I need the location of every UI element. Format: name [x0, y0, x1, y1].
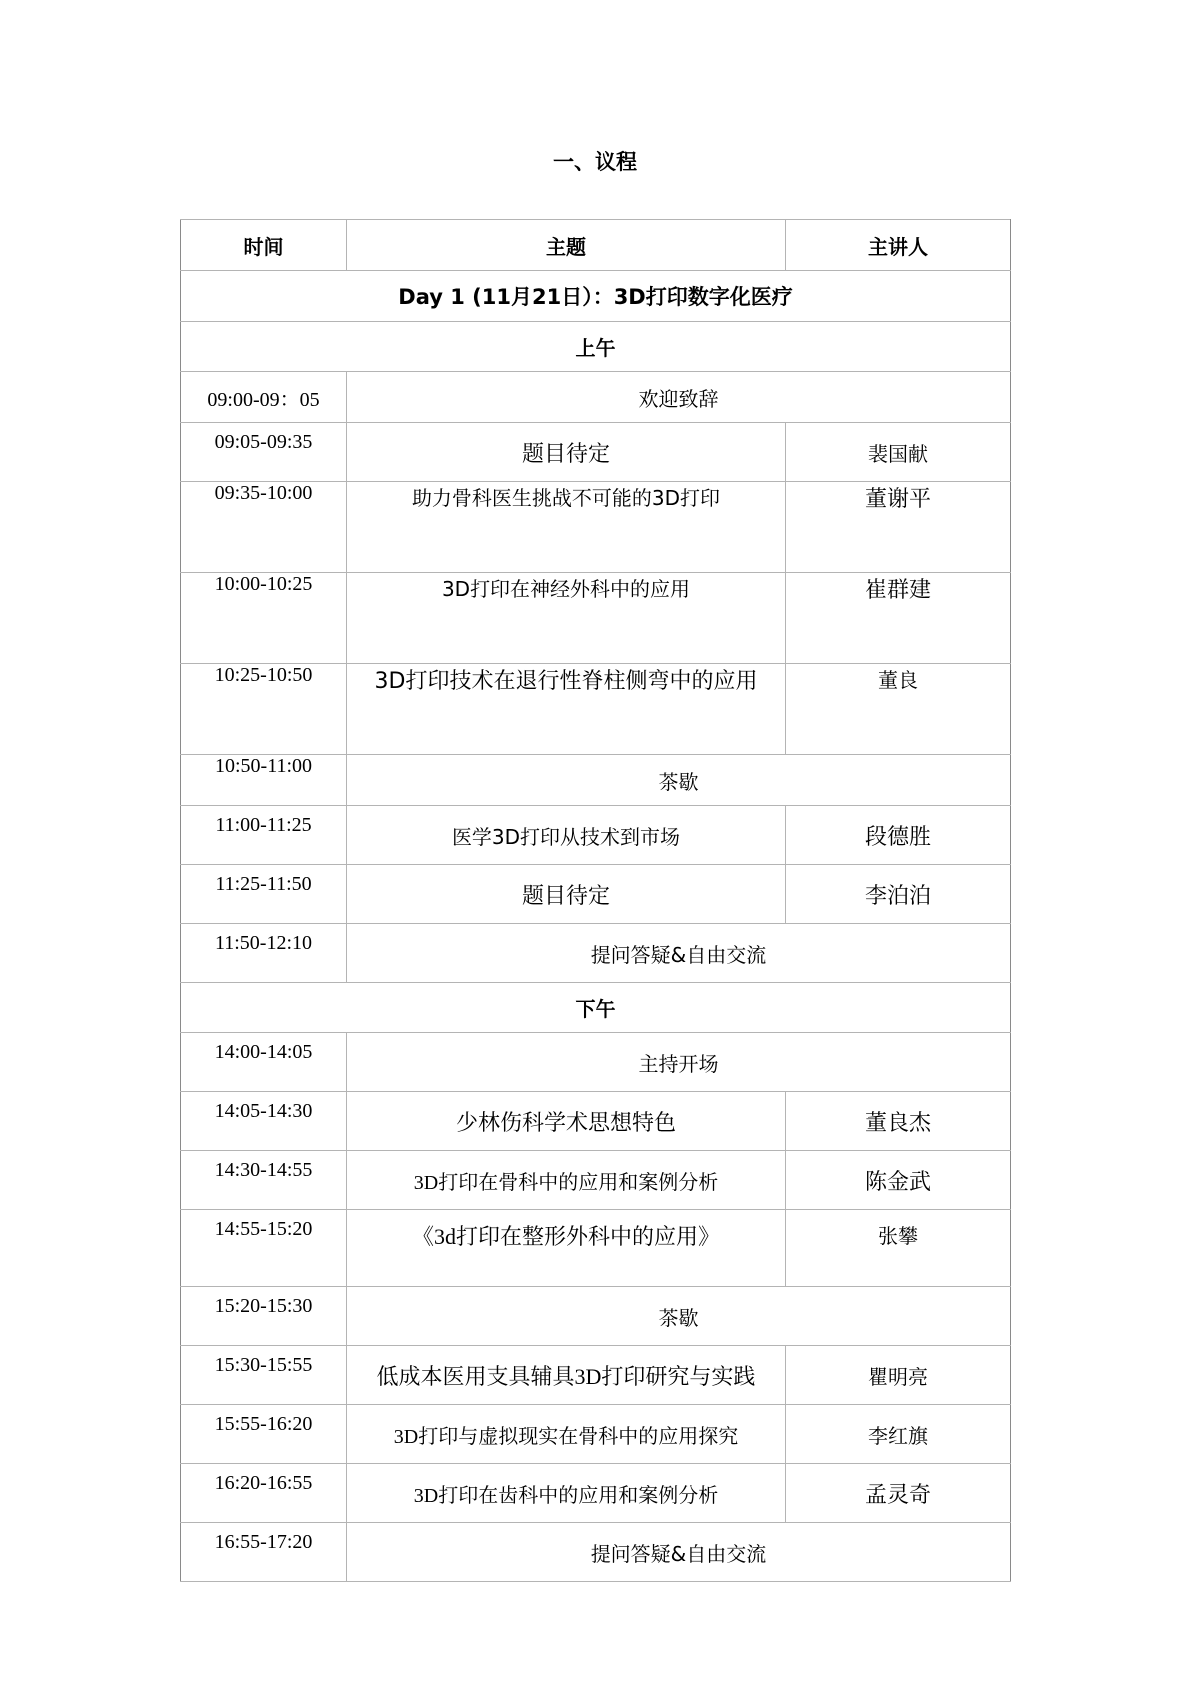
table-row [181, 1210, 1011, 1287]
time-cell: 09:00-09：05 [181, 372, 347, 423]
speaker-cell: 李泊泊 [786, 865, 1011, 924]
header-row [181, 220, 1011, 271]
topic-cell: 茶歇 [347, 1287, 1011, 1346]
section-title: 一、议程 [553, 150, 637, 174]
speaker-cell: 段德胜 [786, 806, 1011, 865]
period-row-afternoon [181, 983, 1011, 1033]
table-row [181, 1464, 1011, 1523]
table-row [181, 924, 1011, 983]
speaker-cell: 崔群建 [786, 573, 1011, 664]
time-cell: 10:00-10:25 [181, 573, 347, 664]
time-cell: 11:00-11:25 [181, 806, 347, 865]
topic-cell: 3D打印与虚拟现实在骨科中的应用探究 [347, 1405, 786, 1464]
topic-cell: 3D打印在骨科中的应用和案例分析 [347, 1151, 786, 1210]
speaker-cell: 董良杰 [786, 1092, 1011, 1151]
time-cell: 16:20-16:55 [181, 1464, 347, 1523]
speaker-cell: 裴国献 [786, 423, 1011, 482]
day-title: Day 1 (11月21日）：3D打印数字化医疗 [181, 271, 1011, 322]
speaker-cell: 董谢平 [786, 482, 1011, 573]
speaker-cell: 李红旗 [786, 1405, 1011, 1464]
speaker-cell: 陈金武 [786, 1151, 1011, 1210]
time-cell: 14:05-14:30 [181, 1092, 347, 1151]
time-cell: 15:30-15:55 [181, 1346, 347, 1405]
table-row [181, 1287, 1011, 1346]
topic-cell: 主持开场 [347, 1033, 1011, 1092]
topic-cell: 《3d打印在整形外科中的应用》 [347, 1210, 786, 1287]
topic-cell: 提问答疑&自由交流 [347, 1523, 1011, 1582]
topic-cell: 提问答疑&自由交流 [347, 924, 1011, 983]
topic-cell: 欢迎致辞 [347, 372, 1011, 423]
topic-cell: 医学3D打印从技术到市场 [347, 806, 786, 865]
time-cell: 11:50-12:10 [181, 924, 347, 983]
time-cell: 14:55-15:20 [181, 1210, 347, 1287]
header-topic: 主题 [347, 220, 786, 271]
day-row [181, 271, 1011, 322]
table-row [181, 755, 1011, 806]
header-speaker: 主讲人 [786, 220, 1011, 271]
time-cell: 15:55-16:20 [181, 1405, 347, 1464]
topic-cell: 3D打印在齿科中的应用和案例分析 [347, 1464, 786, 1523]
table-row [181, 1033, 1011, 1092]
time-cell: 16:55-17:20 [181, 1523, 347, 1582]
topic-cell: 3D打印在神经外科中的应用 [347, 573, 786, 664]
period-afternoon-label: 下午 [181, 983, 1011, 1033]
header-time: 时间 [181, 220, 347, 271]
agenda-table [180, 219, 1011, 1582]
topic-cell: 低成本医用支具辅具3D打印研究与实践 [347, 1346, 786, 1405]
topic-cell: 助力骨科医生挑战不可能的3D打印 [347, 482, 786, 573]
table-row [181, 865, 1011, 924]
topic-cell: 题目待定 [347, 865, 786, 924]
table-row [181, 573, 1011, 664]
time-cell: 10:50-11:00 [181, 755, 347, 806]
topic-cell: 题目待定 [347, 423, 786, 482]
topic-cell: 3D打印技术在退行性脊柱侧弯中的应用 [347, 664, 786, 755]
time-cell: 10:25-10:50 [181, 664, 347, 755]
time-cell: 11:25-11:50 [181, 865, 347, 924]
table-row [181, 1346, 1011, 1405]
topic-cell: 茶歇 [347, 755, 1011, 806]
speaker-cell: 瞿明亮 [786, 1346, 1011, 1405]
period-row-morning [181, 322, 1011, 372]
time-cell: 14:00-14:05 [181, 1033, 347, 1092]
time-cell: 14:30-14:55 [181, 1151, 347, 1210]
table-row [181, 664, 1011, 755]
speaker-cell: 孟灵奇 [786, 1464, 1011, 1523]
table-row [181, 423, 1011, 482]
time-cell: 15:20-15:30 [181, 1287, 347, 1346]
period-morning-label: 上午 [181, 322, 1011, 372]
speaker-cell: 董良 [786, 664, 1011, 755]
speaker-cell: 张攀 [786, 1210, 1011, 1287]
table-row [181, 372, 1011, 423]
topic-cell: 少林伤科学术思想特色 [347, 1092, 786, 1151]
table-row [181, 1092, 1011, 1151]
table-row [181, 482, 1011, 573]
table-row [181, 1523, 1011, 1582]
time-cell: 09:35-10:00 [181, 482, 347, 573]
table-row [181, 1405, 1011, 1464]
table-row [181, 806, 1011, 865]
time-cell: 09:05-09:35 [181, 423, 347, 482]
table-row [181, 1151, 1011, 1210]
